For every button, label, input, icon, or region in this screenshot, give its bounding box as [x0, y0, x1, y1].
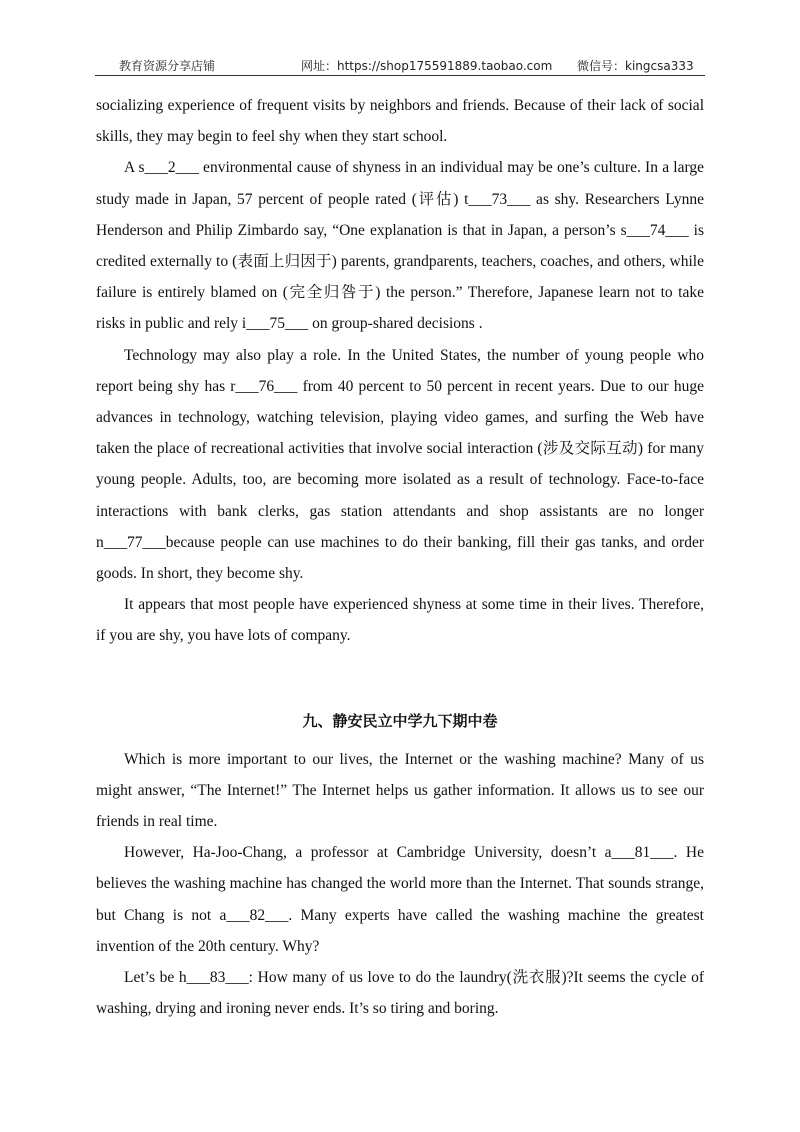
section-title: 九、静安民立中学九下期中卷	[302, 711, 498, 730]
header-shop-name: 教育资源分享店铺	[119, 59, 216, 73]
paragraph-laundry: Let’s be h___83___: How many of us love to do the laundry(洗衣服)?It seems the cycle of washing, drying and ironing never ends. It’s so tiring and boring.	[96, 969, 704, 1018]
paragraph-technology: Technology may also play a role. In the United States, the number of young people who report being shy has r___76___ from 40 percent to 50 percent in recent years. Due to our huge advances in technology, watching television, playing video games, and surfing the Web have taken the place of recreational activities that involve social interaction (涉及交际互动) for many young people. Adults, too, are becoming more isolated as a result of technology. Face-to-face interactions with bank clerks, gas station attendants and shop assistants are no longer n___77___because people can use machines to do their banking, fill their gas tanks, and order goods. In short, they become shy.	[96, 346, 704, 583]
paragraph-question: Which is more important to our lives, the Internet or the washing machine? Many of us might answer, “The Internet!” The Internet helps us gather information. It allows us to see our friends in real time.	[96, 750, 704, 831]
paragraph-professor: However, Ha-Joo-Chang, a professor at Cambridge University, doesn’t a___81___. He believes the washing machine has changed the world more than the Internet. That sounds strange, but Chang is not a___82___. Many experts have called the washing machine the greatest invention of the 20th century. Why?	[96, 844, 704, 955]
header-wechat: 微信号：kingcsa333	[577, 59, 694, 73]
document-body	[96, 90, 704, 1024]
header-website: 网址：https://shop175591889.taobao.com	[301, 59, 553, 73]
paragraph-continuation: socializing experience of frequent visits by neighbors and friends. Because of their lack of social skills, they may begin to feel shy when they start school.	[96, 97, 704, 146]
paragraph-conclusion: It appears that most people have experienced shyness at some time in their lives. Therefore, if you are shy, you have lots of company.	[96, 596, 704, 645]
paragraph-culture: A s___2___ environmental cause of shyness in an individual may be one’s culture. In a large study made in Japan, 57 percent of people rated (评估) t___73___ as shy. Researchers Lynne Henderson and Philip Zimbardo say, “One explanation is that in Japan, a person’s s___74___ is credited externally to (表面上归因于) parents, grandparents, teachers, coaches, and others, while failure is entirely blamed on (完全归咎于) the person.” Therefore, Japanese learn not to take risks in public and rely i___75___ on group-shared decisions .	[96, 159, 704, 333]
page-header	[95, 53, 705, 76]
